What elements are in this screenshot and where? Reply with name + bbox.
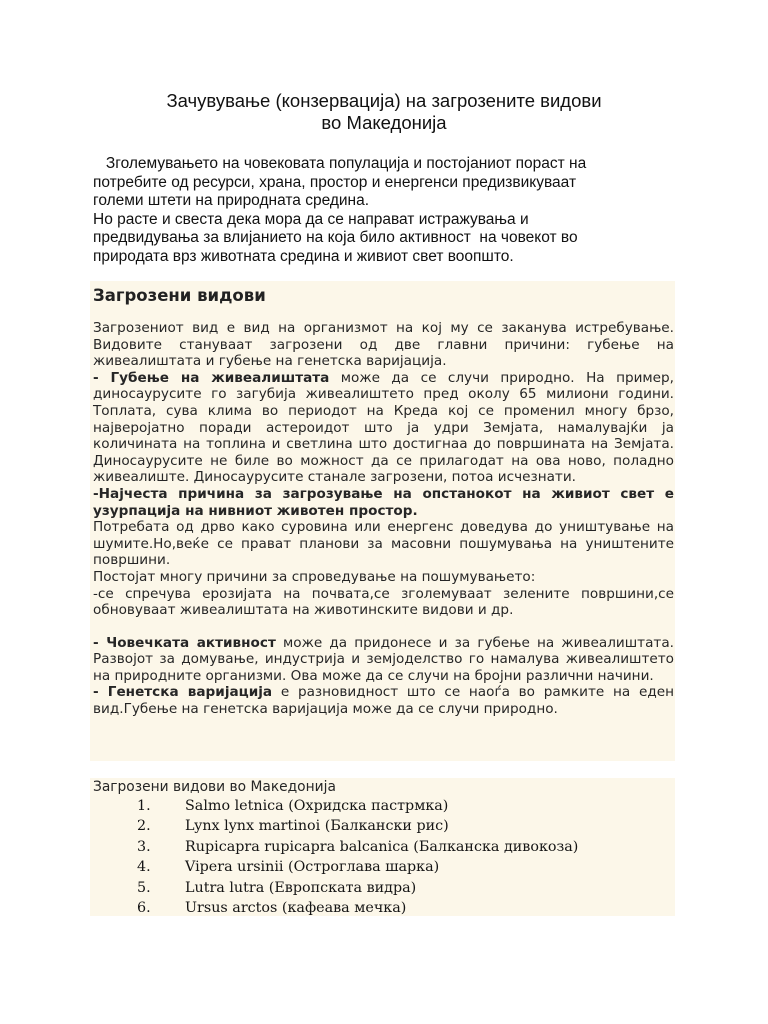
intro-text xyxy=(93,155,683,267)
reforestation-reasons: Постојат многу причини за спроведување на пошумувањето: xyxy=(93,568,536,585)
list-item: 5. Lutra lutra (Европската видра) xyxy=(137,879,417,896)
list-item: 1. Salmo letnica (Охридска пастрмка) xyxy=(137,798,449,814)
species-list xyxy=(93,796,673,918)
section-body xyxy=(93,320,674,718)
section-heading: Загрозени видови xyxy=(93,286,266,305)
species-list-title: Загрозени видови во Македонија xyxy=(93,779,336,795)
definition-paragraph: Загрозениот вид е вид на организмот на кој му се заканува истребување. Видовите стануваат загрозени од две главни причини: губење на живеалиштата и губење на генетска варијација. xyxy=(93,320,674,370)
intro-paragraph-1: Зголемувањето на човековата популација и постојаниот пораст на потребите од ресурси, храна, простор и енергенси предизвикуваат големи штети на природната средина. xyxy=(93,155,587,210)
title-line-2: во Македонија xyxy=(321,112,447,133)
human-activity-paragraph: - Човечката активност може да придонесе и за губење на живеалиштата. Развојот за домување, индустрија и земјоделство го намалува живеалиштето на природните организми. Ова може да се случи на бројни различни начини. xyxy=(93,634,674,684)
list-item: 6. Ursus arctos (кафеава мечка) xyxy=(137,899,407,916)
genetic-variation-paragraph: - Генетска варијација е разновидност што се наоѓа во рамките на еден вид.Губење на генетска варијација може да се случи природно. xyxy=(93,684,675,718)
list-item: 3. Rupicapra rupicapra balcanica (Балканска дивокоза) xyxy=(137,838,579,855)
main-cause-paragraph: -Најчеста причина за загрозување на опстанокот на живиот свет е узурпација на нивниот животен простор. xyxy=(93,485,674,519)
reforestation-benefits: -се спречува ерозијата на почвата,се зголемуваат зелените површини,се обновуваат живеалиштата на животинските видови и др. xyxy=(93,585,674,619)
deforestation-paragraph: Потребата од дрво како суровина или енергенс доведува до уништување на шумите.Но,веќе се прават планови за масовни пошумувања на уништените површини. xyxy=(93,519,674,569)
habitat-loss-paragraph: - Губење на живеалиштата може да се случи природно. На пример, диносаурусите го загубија живеалиштето пред околу 65 милиони години. Топлата, сува клима во периодот на Креда кој се променил многу брзо, најверојатно поради астероидот што ја удри Земјата, намалувајќи ја количината на топлина и светлина што достигнаа до површината на Земјата. Диносаурусите не биле во можност да се прилагодат на ова ново, поладно живеалиште. Диносаурусите станале загрозени, потоа исчезнати. xyxy=(93,369,674,486)
intro-paragraph-2: Но расте и свеста дека мора да се направат истражувања и предвидувања за влијанието на која било активност на човекот во природата врз животната средина и живиот свет воопшто. xyxy=(93,210,578,265)
document-title xyxy=(0,90,768,134)
list-item: 2. Lynx lynx martinoi (Балкански рис) xyxy=(137,818,449,835)
list-item: 4. Vipera ursinii (Остроглава шарка) xyxy=(137,859,440,876)
title-line-1: Зачувување (конзервација) на загрозените видови xyxy=(166,90,602,111)
